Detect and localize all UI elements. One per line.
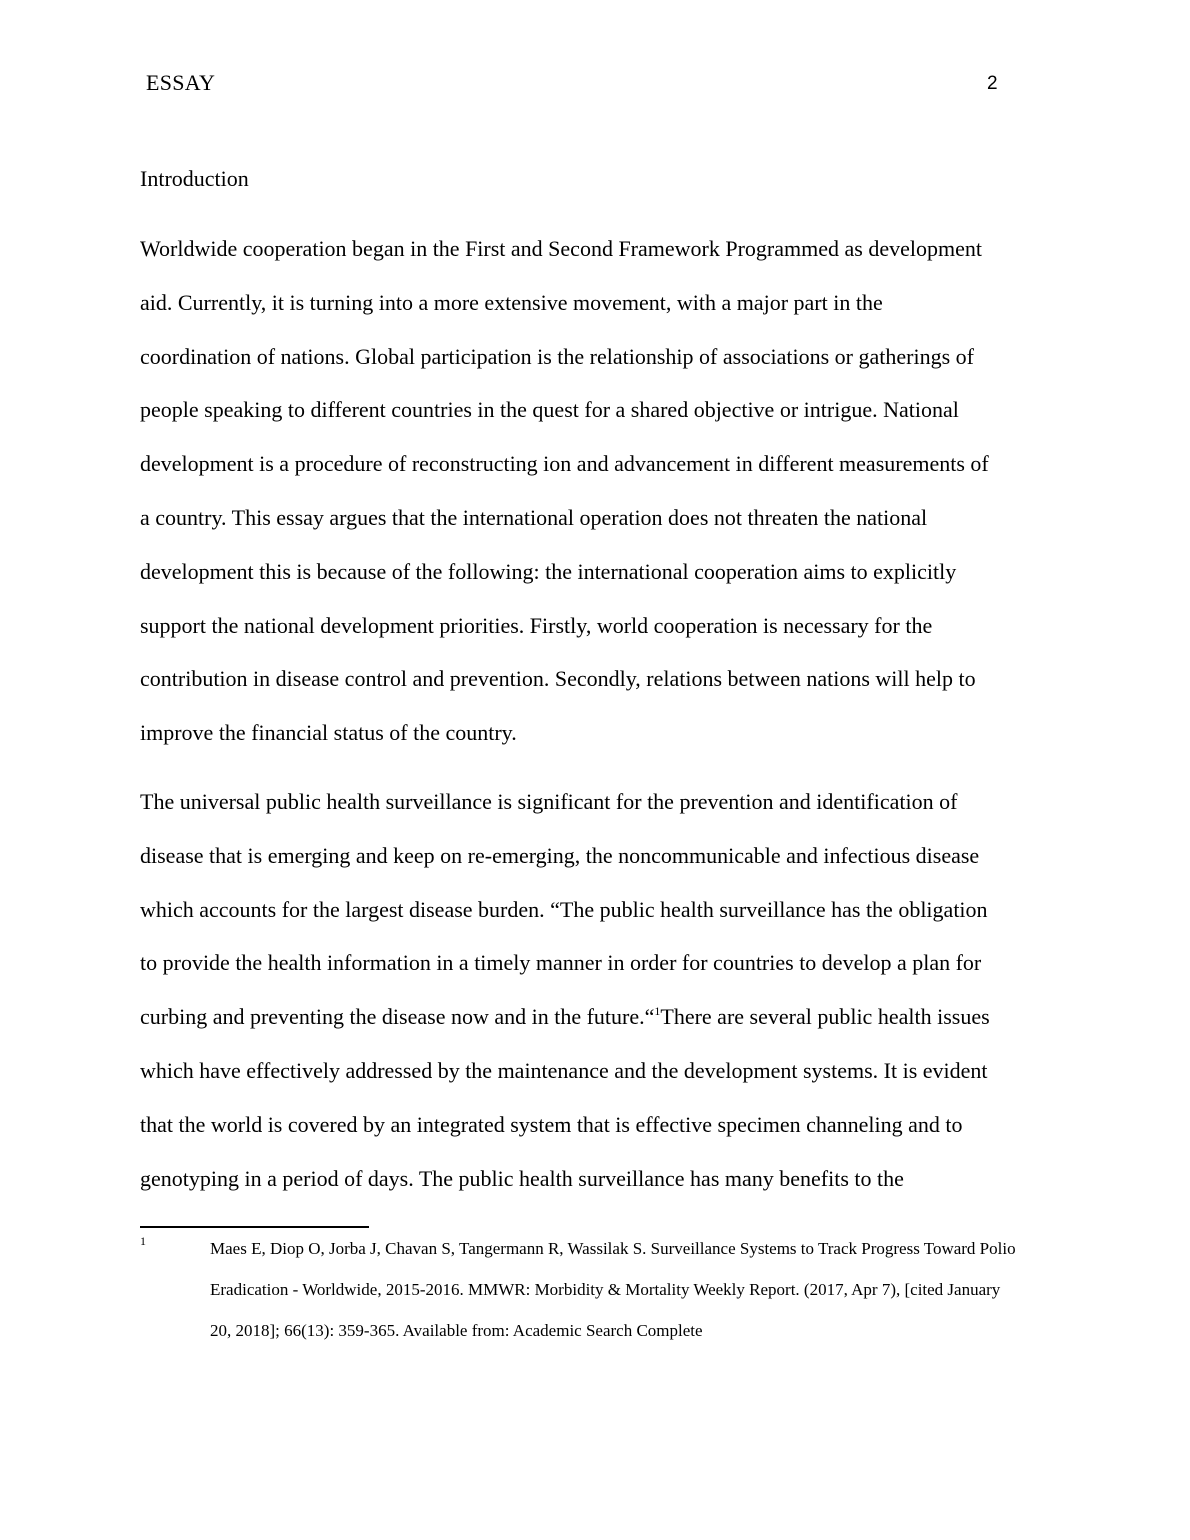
text-line: genotyping in a period of days. The public health surveillance has many benefits to the xyxy=(140,1165,904,1191)
text-line: which have effectively addressed by the maintenance and the development systems. It is evident xyxy=(140,1057,988,1083)
page-number: 2 xyxy=(987,73,998,94)
section-heading-introduction: Introduction xyxy=(140,166,249,191)
footnote-number: 1 xyxy=(140,1234,146,1248)
paragraph-introduction xyxy=(140,222,989,760)
footnote-text xyxy=(210,1228,1016,1351)
text-line: support the national development priorities. Firstly, world cooperation is necessary for the xyxy=(140,612,933,638)
text-line: The universal public health surveillance is significant for the prevention and identification of xyxy=(140,789,958,814)
text-line: a country. This essay argues that the international operation does not threaten the national xyxy=(140,504,928,530)
text-line: disease that is emerging and keep on re-emerging, the noncommunicable and infectious disease xyxy=(140,842,980,868)
text-line: to provide the health information in a timely manner in order for countries to develop a plan for xyxy=(140,950,982,976)
text-line: contribution in disease control and prevention. Secondly, relations between nations will help to xyxy=(140,666,976,692)
text-line: improve the financial status of the country. xyxy=(140,720,517,746)
text-segment: curbing and preventing the disease now and in the future.“ xyxy=(140,1004,655,1030)
text-line: that the world is covered by an integrated system that is effective specimen channeling and to xyxy=(140,1111,963,1137)
text-line: coordination of nations. Global participation is the relationship of associations or gatherings of xyxy=(140,343,974,369)
text-line: Worldwide cooperation began in the First and Second Framework Programmed as development xyxy=(140,236,982,261)
text-segment: There are several public health issues xyxy=(660,1004,990,1030)
text-line: aid. Currently, it is turning into a more extensive movement, with a major part in the xyxy=(140,289,883,315)
footnote-reference[interactable]: 1 xyxy=(654,1004,661,1019)
text-line: people speaking to different countries in the quest for a shared objective or intrigue. National xyxy=(140,397,959,423)
footnote-line: 20, 2018]; 66(13): 359-365. Available from: Academic Search Complete xyxy=(210,1321,703,1340)
running-head: ESSAY xyxy=(146,70,216,95)
paragraph-surveillance xyxy=(140,775,990,1205)
text-line: development is a procedure of reconstructing ion and advancement in different measurements of xyxy=(140,451,989,477)
footnote-line: Maes E, Diop O, Jorba J, Chavan S, Tangermann R, Wassilak S. Surveillance Systems to Track Progress Toward Polio xyxy=(210,1239,1016,1258)
footnote-line: Eradication - Worldwide, 2015-2016. MMWR: Morbidity & Mortality Weekly Report. (2017, Apr 7), [cited January xyxy=(210,1280,1001,1299)
text-line: which accounts for the largest disease burden. “The public health surveillance has the obligation xyxy=(140,896,988,922)
text-line-with-footnote-ref xyxy=(140,990,990,1044)
text-line: development this is because of the following: the international cooperation aims to explicitly xyxy=(140,558,957,584)
